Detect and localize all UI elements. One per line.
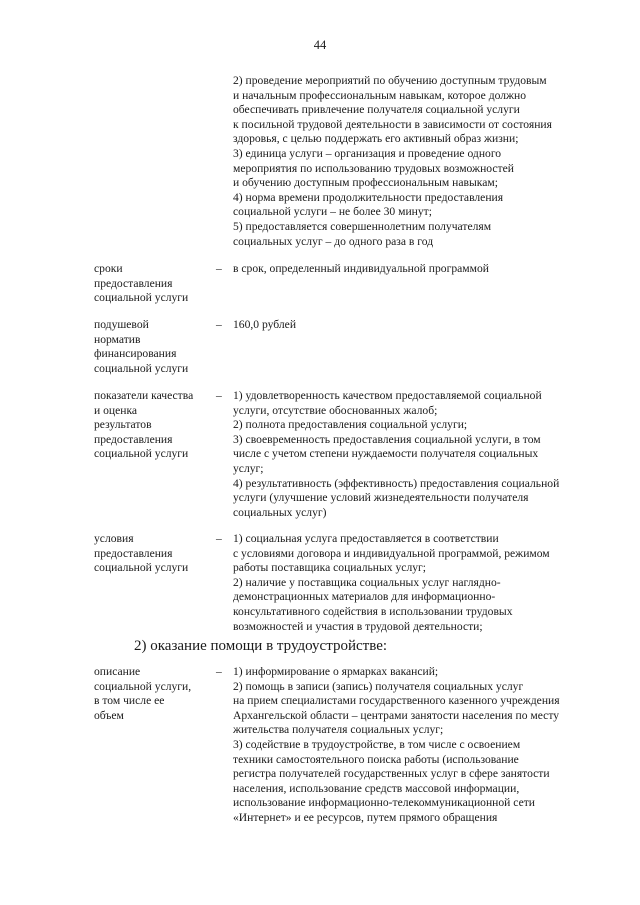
page-number: 44 <box>313 38 327 52</box>
label-line: и оценка <box>94 403 138 417</box>
dash-separator: – <box>216 262 222 275</box>
value-line: техники самостоятельного поиска работы (использование <box>233 752 519 766</box>
label-line: социальной услуги, <box>94 679 192 693</box>
text-line: мероприятия по использованию трудовых возможностей <box>233 161 514 175</box>
value-line: 3) содействие в трудоустройстве, в том числе с освоением <box>233 737 521 751</box>
value-line: использование информационно-телекоммуникационной сети <box>233 796 535 810</box>
label-line: сроки <box>94 262 123 275</box>
value-line: жительства получателя социальных услуг; <box>233 723 444 737</box>
label-line: показатели качества <box>94 389 194 402</box>
row-value-conditions <box>233 532 550 634</box>
value-line: услуг; <box>233 461 264 475</box>
value-line: демонстрационных материалов для информационно- <box>233 590 496 604</box>
label-line: описание <box>94 665 141 678</box>
value-line: социальных услуг) <box>233 505 327 519</box>
text-line: здоровья, с целью поддержать его активный образ жизни; <box>233 132 519 146</box>
value-line: 4) результативность (эффективность) предоставления социальной <box>233 476 560 490</box>
intro-block <box>233 74 552 249</box>
value-line: 1) социальная услуга предоставляется в соответствии <box>233 532 499 545</box>
value-line: работы поставщика социальных услуг; <box>233 561 427 575</box>
value-line: 2) наличие у поставщика социальных услуг наглядно- <box>233 575 501 589</box>
value-line: 3) своевременность предоставления социальной услуги, в том <box>233 432 541 446</box>
dash-separator: – <box>216 532 222 545</box>
row-label-description <box>94 665 191 723</box>
value-line: в срок, определенный индивидуальной программой <box>233 262 489 275</box>
label-line: социальной услуги <box>94 291 189 305</box>
label-line: подушевой <box>94 318 149 331</box>
dash-separator: – <box>216 389 222 402</box>
value-line: «Интернет» и ее ресурсов, путем прямого обращения <box>233 810 498 824</box>
value-line: населения, использование средств массовой информации, <box>233 781 520 795</box>
value-line: 160,0 рублей <box>233 318 297 331</box>
row-value-quality <box>233 389 559 520</box>
value-line: услуги (улучшение условий жизнедеятельности получателя <box>233 491 529 505</box>
text-line: 4) норма времени продолжительности предоставления <box>233 190 504 204</box>
text-line: 5) предоставляется совершеннолетним получателям <box>233 219 492 233</box>
value-line: 2) помощь в записи (запись) получателя социальных услуг <box>233 679 524 693</box>
section-heading: 2) оказание помощи в трудоустройстве: <box>134 638 388 654</box>
row-label-quality <box>94 389 193 462</box>
value-line: 2) полнота предоставления социальной услуги; <box>233 418 468 432</box>
label-line: предоставления <box>94 276 173 290</box>
label-line: в том числе ее <box>94 694 165 708</box>
value-line: услуги, отсутствие обоснованных жалоб; <box>233 403 438 417</box>
label-line: социальной услуги <box>94 561 189 575</box>
value-line: возможностей и участия в трудовой деятельности; <box>233 619 483 633</box>
value-line: консультативного содействия в использовании трудовых <box>233 604 513 618</box>
text-line: обеспечивать привлечение получателя социальной услуги <box>233 103 520 117</box>
label-line: предоставления <box>94 546 173 560</box>
text-line: социальной услуги – не более 30 минут; <box>233 205 432 219</box>
label-line: предоставления <box>94 432 173 446</box>
value-line: 1) информирование о ярмарках вакансий; <box>233 665 439 678</box>
label-line: результатов <box>94 418 152 432</box>
text-line: социальных услуг – до одного раза в год <box>233 234 434 248</box>
row-value-funding <box>233 318 296 333</box>
row-value-description <box>233 665 560 826</box>
text-line: к посильной трудовой деятельности в зависимости от состояния <box>233 117 552 131</box>
value-line: Архангельской области – центрами занятости населения по месту <box>233 708 560 722</box>
row-label-funding <box>94 318 188 376</box>
value-line: на прием специалистами государственного казенного учреждения <box>233 694 560 708</box>
label-line: социальной услуги <box>94 361 189 375</box>
row-value-term <box>233 262 489 277</box>
value-line: числе с учетом степени нуждаемости получателя социальных <box>233 447 539 461</box>
label-line: норматив <box>94 332 141 346</box>
label-line: финансирования <box>94 347 177 361</box>
value-line: 1) удовлетворенность качеством предоставляемой социальной <box>233 389 542 402</box>
dash-separator: – <box>216 665 222 678</box>
text-line: 2) проведение мероприятий по обучению доступным трудовым <box>233 74 547 87</box>
label-line: объем <box>94 708 124 722</box>
label-line: условия <box>94 532 134 545</box>
text-line: 3) единица услуги – организация и проведение одного <box>233 146 502 160</box>
text-line: и начальным профессиональным навыкам, которое должно <box>233 88 527 102</box>
row-label-conditions <box>94 532 188 576</box>
row-label-term <box>94 262 188 306</box>
value-line: регистра получателей государственных услуг в сфере занятости <box>233 767 550 781</box>
label-line: социальной услуги <box>94 447 189 461</box>
text-line: и обучению доступным профессиональным навыкам; <box>233 176 498 190</box>
value-line: с условиями договора и индивидуальной программой, режимом <box>233 546 550 560</box>
dash-separator: – <box>216 318 222 331</box>
